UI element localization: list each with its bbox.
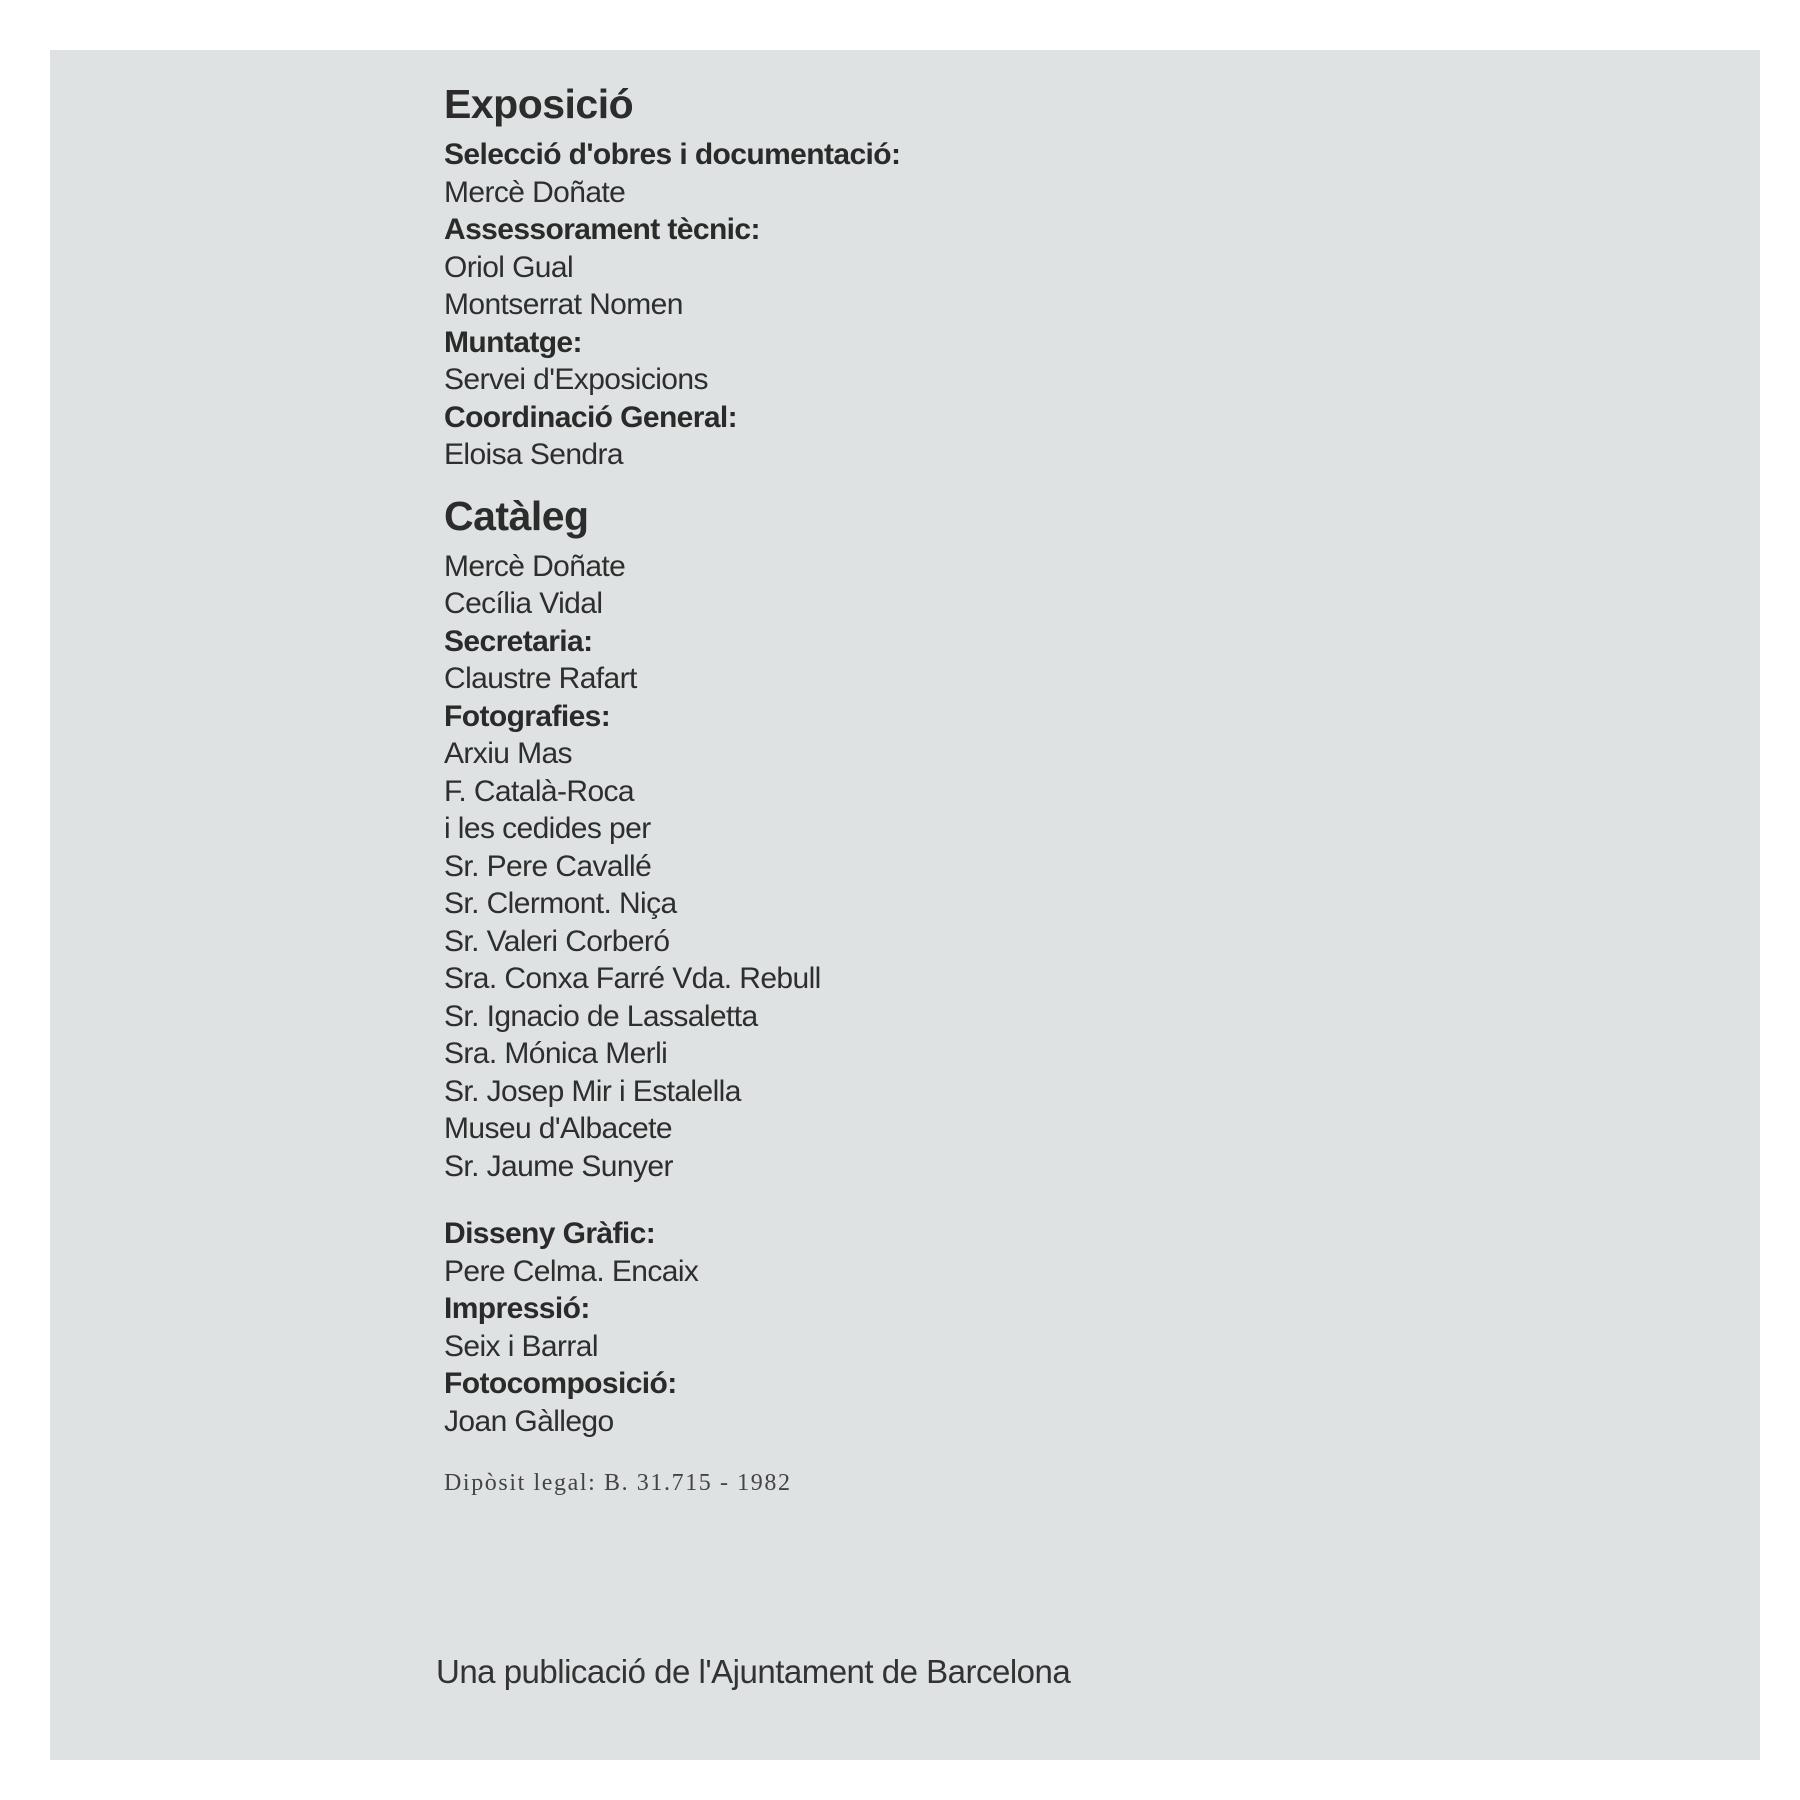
photo-credit: Sra. Conxa Farré Vda. Rebull	[444, 962, 821, 995]
author-name: Mercè Doñate	[444, 549, 626, 583]
credit-label: Selecció d'obres i documentació:	[444, 138, 901, 171]
photo-credit: Sr. Ignacio de Lassaletta	[444, 999, 758, 1033]
colophon-page	[50, 50, 1760, 1760]
credit-label: Impressió:	[444, 1292, 590, 1325]
credit-value: Eloisa Sendra	[444, 438, 623, 471]
photo-credit: Sra. Mónica Merli	[444, 1037, 668, 1070]
photo-credit: Sr. Valeri Corberó	[444, 924, 670, 958]
credit-value: Claustre Rafart	[444, 662, 637, 695]
credit-value: Oriol Gual	[444, 250, 574, 284]
credit-label: Fotocomposició:	[444, 1367, 677, 1400]
credit-value: Joan Gàllego	[444, 1404, 614, 1438]
credit-value: Servei d'Exposicions	[444, 363, 708, 396]
credit-value: Montserrat Nomen	[444, 288, 683, 321]
credit-label: Disseny Gràfic:	[444, 1217, 656, 1250]
exposicio-heading: Exposició	[444, 81, 634, 127]
photo-credit: Sr. Josep Mir i Estalella	[444, 1074, 741, 1108]
photo-credit: Sr. Clermont. Niça	[444, 887, 677, 920]
cataleg-credits	[444, 548, 1344, 1186]
photo-credit: Sr. Jaume Sunyer	[444, 1149, 673, 1183]
credit-label: Assessorament tècnic:	[444, 213, 760, 246]
credit-label: Coordinació General:	[444, 400, 738, 434]
publisher-footer: Una publicació de l'Ajuntament de Barcelona	[436, 1653, 1071, 1690]
photo-credit: Sr. Pere Cavallé	[444, 849, 652, 883]
photo-credit: F. Català-Roca	[444, 774, 635, 808]
credit-value: Pere Celma. Encaix	[444, 1254, 699, 1288]
credit-label: Muntatge:	[444, 325, 582, 359]
credit-value: Mercè Doñate	[444, 175, 626, 209]
credits-column	[444, 78, 1344, 1497]
exposicio-credits	[444, 136, 1344, 474]
credit-value: Seix i Barral	[444, 1329, 598, 1363]
author-name: Cecília Vidal	[444, 587, 603, 620]
section-gap	[444, 1185, 1344, 1215]
credit-label: Secretaria:	[444, 624, 593, 658]
photo-credit: Museu d'Albacete	[444, 1112, 672, 1145]
photo-credit: i les cedides per	[444, 812, 651, 845]
legal-deposit: Dipòsit legal: B. 31.715 - 1982	[444, 1470, 792, 1496]
cataleg-heading: Catàleg	[444, 492, 589, 539]
credit-label: Fotografies:	[444, 699, 611, 733]
photo-credit: Arxiu Mas	[444, 737, 572, 770]
production-credits	[444, 1215, 1344, 1440]
